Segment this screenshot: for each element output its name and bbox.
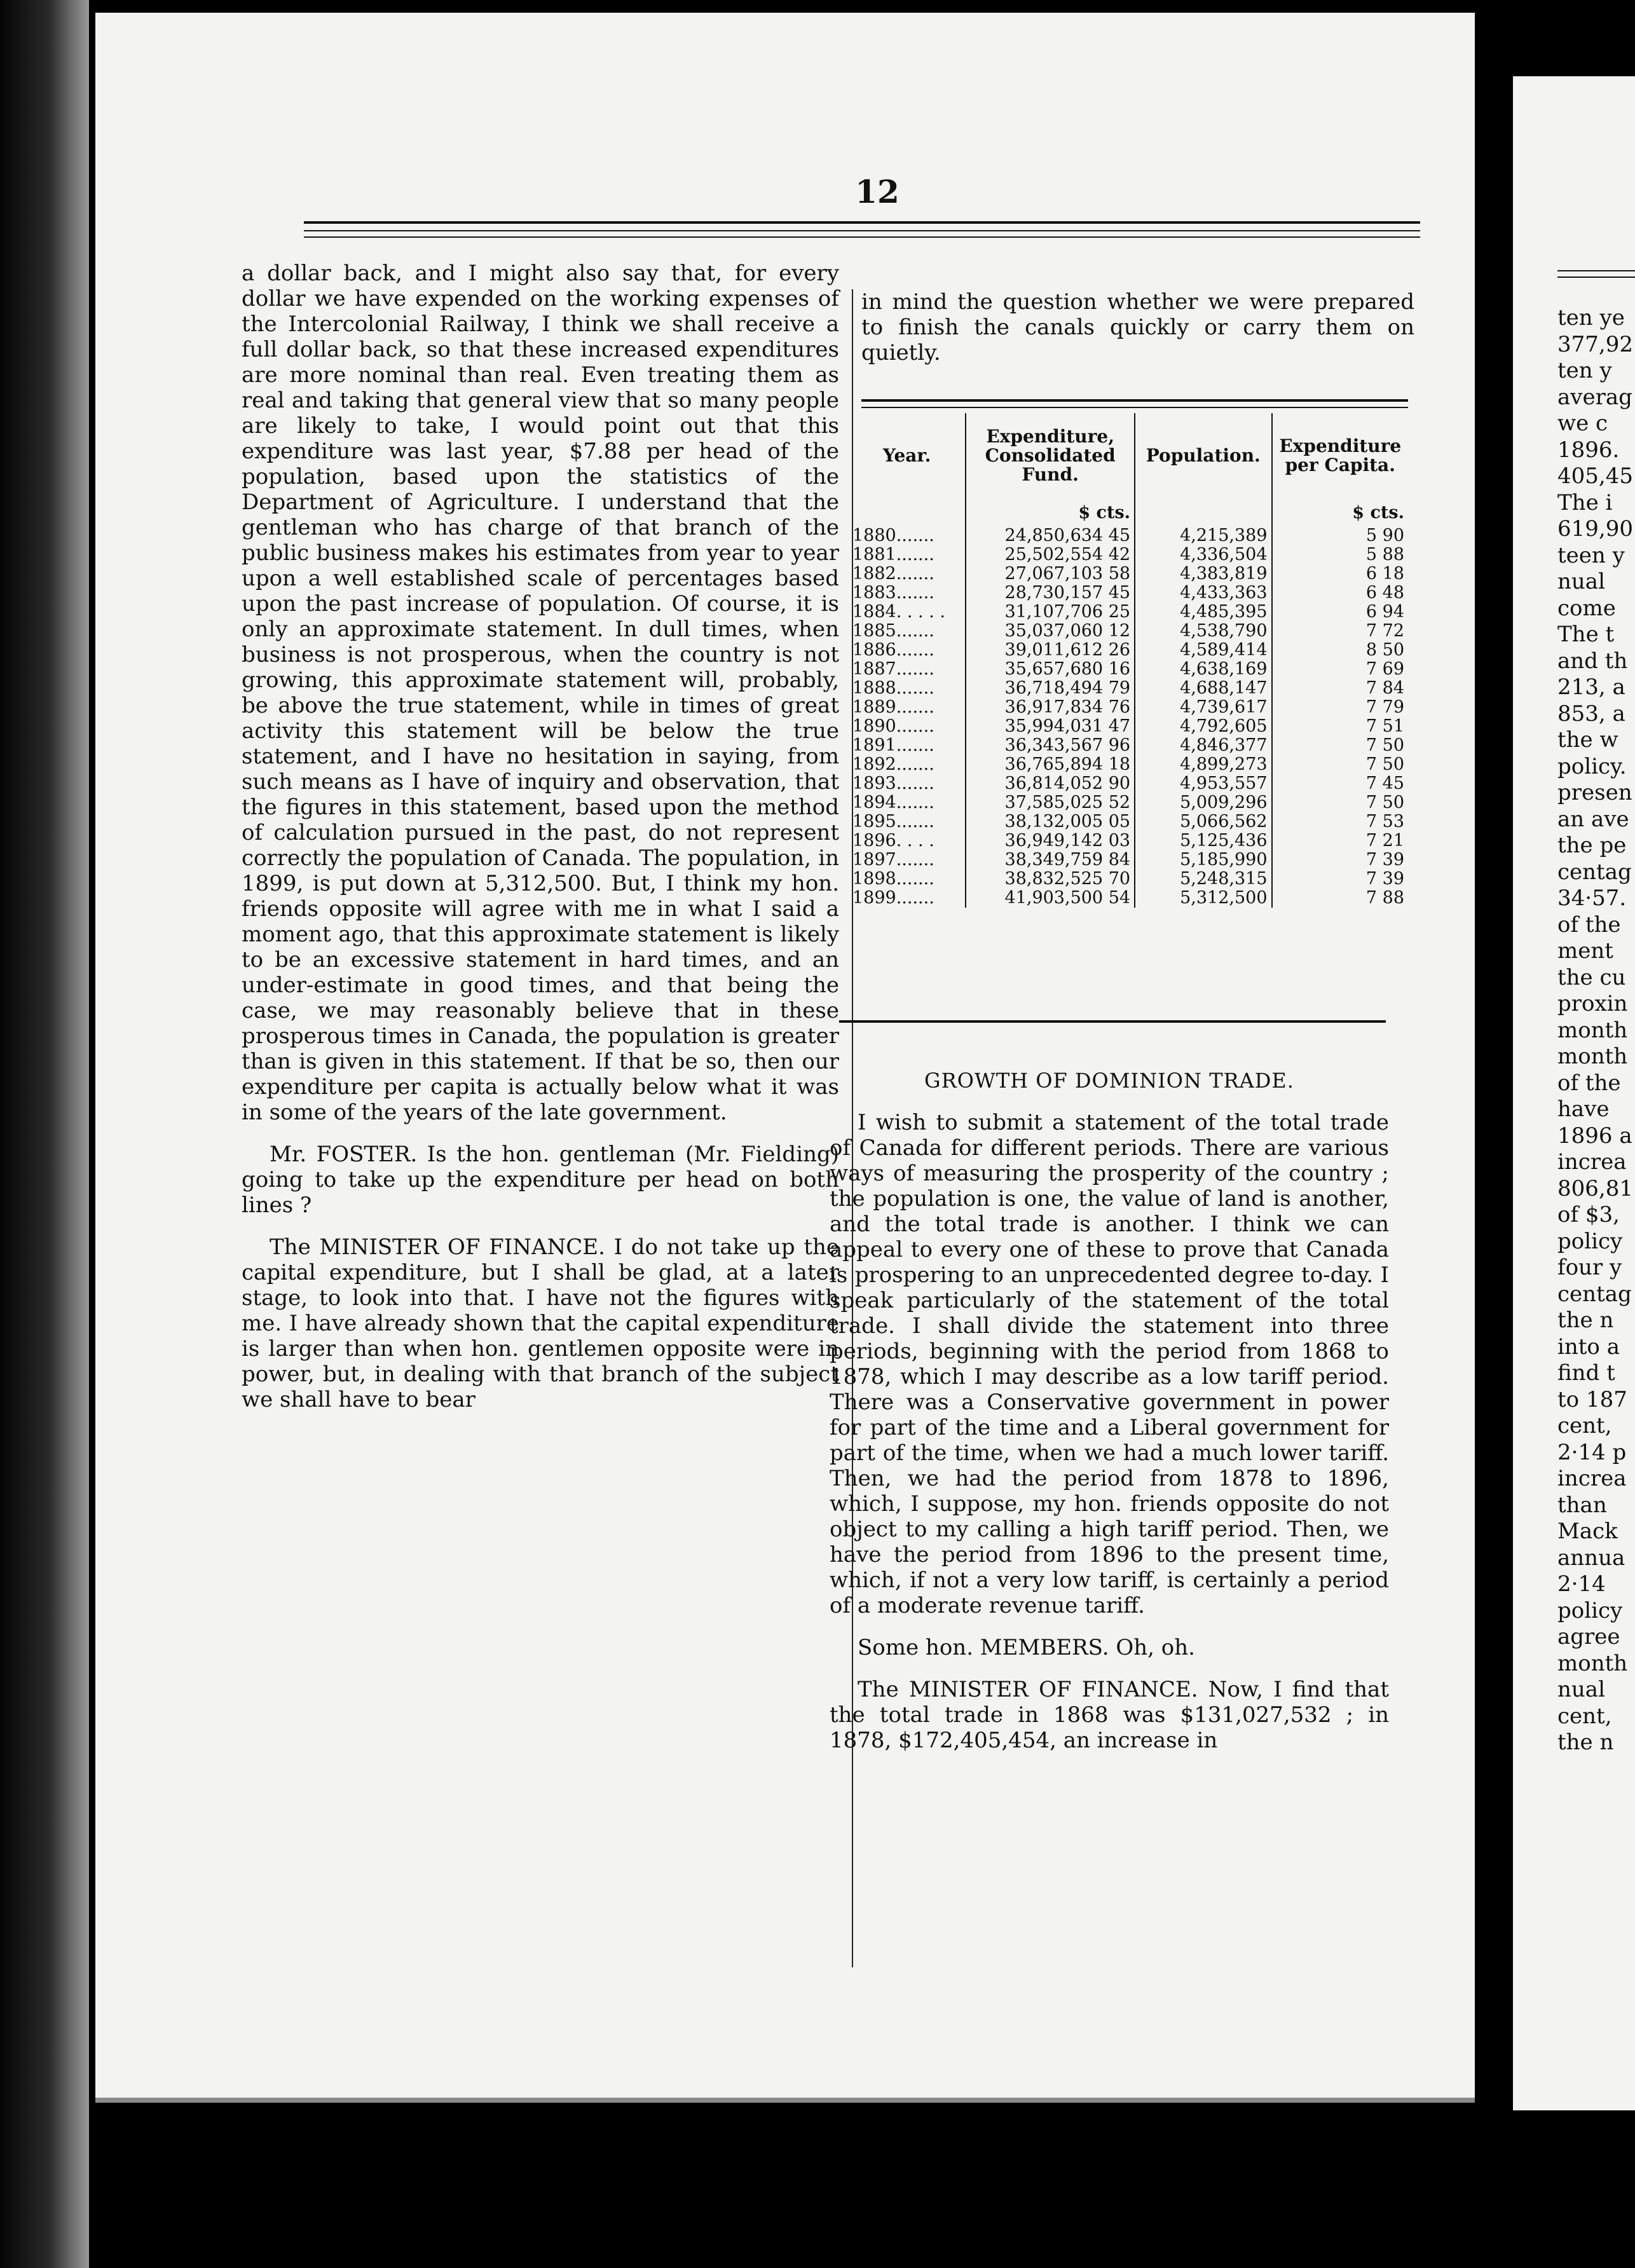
next-page-line: cent, xyxy=(1557,1703,1612,1729)
left-paragraph: Mr. FOSTER. Is the hon. gentleman (Mr. Fielding) going to take up the expenditure per head on both lines ? xyxy=(242,1142,839,1218)
right-paragraph: Some hon. MEMBERS. Oh, oh. xyxy=(858,1635,1195,1660)
next-page-line: of the xyxy=(1557,912,1621,938)
top-rule-thin-2 xyxy=(304,236,1420,238)
next-page-line: come xyxy=(1557,595,1616,621)
population-cell: 5,312,500 xyxy=(1135,889,1271,908)
expenditure-cell: 27,067,103 58 xyxy=(966,564,1135,584)
per-capita-cell: 5 88 xyxy=(1272,545,1408,564)
table-row xyxy=(849,526,1408,545)
expenditure-cell: 36,343,567 96 xyxy=(966,736,1135,755)
year-cell: 1881....... xyxy=(852,545,934,564)
table-row xyxy=(849,564,1408,584)
table-row xyxy=(849,660,1408,679)
table-row xyxy=(849,679,1408,698)
per-capita-cell: 7 53 xyxy=(1272,812,1408,831)
expenditure-cell: 39,011,612 26 xyxy=(966,641,1135,660)
population-cell: 4,383,819 xyxy=(1135,564,1271,584)
top-rule-thin xyxy=(304,230,1420,231)
next-page-line: centag xyxy=(1557,1281,1632,1307)
next-page-line: the w xyxy=(1557,727,1618,753)
next-page-line: of the xyxy=(1557,1070,1621,1096)
table-row xyxy=(849,755,1408,774)
population-cell: 4,739,617 xyxy=(1135,698,1271,717)
year-cell: 1898....... xyxy=(852,869,934,889)
per-capita-cell: 7 39 xyxy=(1272,850,1408,870)
population-cell: 5,009,296 xyxy=(1135,793,1271,812)
table-top-rule xyxy=(861,399,1408,402)
top-rule xyxy=(304,221,1420,224)
population-cell: 4,485,395 xyxy=(1135,603,1271,622)
population-cell: 5,185,990 xyxy=(1135,850,1271,870)
expenditure-cell: 28,730,157 45 xyxy=(966,584,1135,603)
next-page-line: nual xyxy=(1557,1677,1605,1702)
population-cell: 5,125,436 xyxy=(1135,831,1271,850)
per-capita-cell: 7 21 xyxy=(1272,831,1408,850)
year-cell: 1884. . . . . xyxy=(852,602,945,622)
left-column xyxy=(242,261,839,1429)
next-page-line: policy xyxy=(1557,1597,1623,1623)
units-cell xyxy=(849,495,966,526)
header-per-capita: Expenditure per Capita. xyxy=(1272,413,1408,495)
top-rule-right-2 xyxy=(1557,277,1635,278)
next-page-line: an ave xyxy=(1557,806,1629,832)
year-cell: 1897....... xyxy=(852,850,934,870)
year-cell: 1896. . . . xyxy=(852,831,934,850)
next-page-line: teen y xyxy=(1557,542,1625,568)
next-page-line: annua xyxy=(1557,1545,1625,1571)
population-cell: 4,589,414 xyxy=(1135,641,1271,660)
next-page-line: 34·57. xyxy=(1557,885,1627,911)
per-capita-cell: 8 50 xyxy=(1272,641,1408,660)
year-cell: 1890....... xyxy=(852,716,934,736)
expenditure-cell: 35,994,031 47 xyxy=(966,717,1135,736)
next-page-line: presen xyxy=(1557,780,1632,805)
table-body xyxy=(849,495,1408,908)
table-row xyxy=(849,812,1408,831)
right-paragraph: I wish to submit a statement of the total trade of Canada for different periods. There are various ways of measuring the prosperity of the country ; the population is one, the value of land is another, and the total trade is another. I think we can appeal to every one of these to prove that Canada is prospering to an unprecedented degree to-day. I speak particularly of the statement of the total trade. I shall divide the statement into three periods, beginning with the period from 1868 to 1878, which I may describe as a low tariff period. There was a Conservative government in power for part of the time and a Liberal government for part of the time, when we had a much lower tariff. Then, we had the period from 1878 to 1896, which, I suppose, my hon. friends opposite do not object to my calling a high tariff period. Then, we have the period from 1896 to the present time, which, if not a very low tariff, is certainly a period of a moderate revenue tariff. xyxy=(830,1110,1389,1618)
next-page-line: than xyxy=(1557,1492,1607,1518)
population-cell: 4,215,389 xyxy=(1135,526,1271,545)
units-cell: $ cts. xyxy=(1272,495,1408,526)
next-page-line: 2·14 p xyxy=(1557,1439,1627,1465)
per-capita-cell: 6 94 xyxy=(1272,603,1408,622)
next-page-line: 619,90 xyxy=(1557,516,1633,542)
next-page-line: the pe xyxy=(1557,833,1627,858)
population-cell: 4,638,169 xyxy=(1135,660,1271,679)
next-page-line: month xyxy=(1557,1044,1628,1069)
next-page-line: increa xyxy=(1557,1149,1627,1175)
header-year: Year. xyxy=(882,445,931,466)
expenditure-cell: 38,832,525 70 xyxy=(966,870,1135,889)
per-capita-cell: 7 50 xyxy=(1272,755,1408,774)
per-capita-cell: 7 79 xyxy=(1272,698,1408,717)
next-page-line: 853, a xyxy=(1557,700,1625,727)
header-expenditure: Expenditure, Consolidated Fund. xyxy=(966,413,1135,495)
next-page-line: increa xyxy=(1557,1466,1627,1491)
next-page-line: 1896. xyxy=(1557,437,1620,463)
expenditure-cell: 35,037,060 12 xyxy=(966,622,1135,641)
expenditure-cell: 41,903,500 54 xyxy=(966,889,1135,908)
year-cell: 1892....... xyxy=(852,755,934,774)
table-row xyxy=(849,603,1408,622)
population-cell: 4,336,504 xyxy=(1135,545,1271,564)
top-rule-right xyxy=(1557,270,1635,271)
year-cell: 1895....... xyxy=(852,812,934,831)
right-paragraph: The MINISTER OF FINANCE. Now, I find that the total trade in 1868 was $131,027,532 ; in 1878, $172,405,454, an increase in xyxy=(830,1677,1389,1753)
per-capita-cell: 7 51 xyxy=(1272,717,1408,736)
per-capita-cell: 7 88 xyxy=(1272,889,1408,908)
table-bottom-rule xyxy=(839,1020,1386,1023)
table-row xyxy=(849,641,1408,660)
table-units-row xyxy=(849,495,1408,526)
year-cell: 1887....... xyxy=(852,659,934,679)
table-row xyxy=(849,717,1408,736)
population-cell: 4,688,147 xyxy=(1135,679,1271,698)
table-row xyxy=(849,698,1408,717)
per-capita-cell: 7 72 xyxy=(1272,622,1408,641)
population-cell: 4,846,377 xyxy=(1135,736,1271,755)
year-cell: 1880....... xyxy=(852,526,934,545)
next-page-fragments xyxy=(1557,305,1633,1756)
population-cell: 5,066,562 xyxy=(1135,812,1271,831)
next-page-line: proxin xyxy=(1557,991,1628,1016)
expenditure-cell: 36,765,894 18 xyxy=(966,755,1135,774)
next-page-line: the cu xyxy=(1557,964,1626,990)
next-page-line: 2·14 xyxy=(1557,1571,1606,1597)
population-cell: 4,538,790 xyxy=(1135,622,1271,641)
population-cell: 4,433,363 xyxy=(1135,584,1271,603)
expenditure-cell: 35,657,680 16 xyxy=(966,660,1135,679)
year-cell: 1885....... xyxy=(852,621,934,641)
left-paragraph: The MINISTER OF FINANCE. I do not take up the capital expenditure, but I shall be glad, at a later stage, to look into that. I have not the figures with me. I have already shown that the capital expenditure is larger than when hon. gentlemen opposite were in power, but, in dealing with that branch of the subject we shall have to bear xyxy=(242,1234,839,1412)
population-cell: 4,899,273 xyxy=(1135,755,1271,774)
per-capita-cell: 6 48 xyxy=(1272,584,1408,603)
table-row xyxy=(849,793,1408,812)
adjacent-page xyxy=(1513,76,1635,2110)
table-row xyxy=(849,774,1408,793)
year-cell: 1886....... xyxy=(852,640,934,660)
year-cell: 1882....... xyxy=(852,564,934,584)
table-row xyxy=(849,831,1408,850)
right-intro-paragraph: in mind the question whether we were prepared to finish the canals quickly or carry them on quietly. xyxy=(861,289,1414,365)
table-header-row xyxy=(849,413,1408,495)
next-page-line: ment xyxy=(1557,938,1613,964)
next-page-line: Mack xyxy=(1557,1519,1618,1544)
next-page-line: The t xyxy=(1557,622,1615,647)
next-page-line: find t xyxy=(1557,1360,1615,1386)
year-cell: 1883....... xyxy=(852,583,934,603)
table-row xyxy=(849,870,1408,889)
next-page-line: policy xyxy=(1557,1228,1623,1254)
next-page-line: ten y xyxy=(1557,358,1612,383)
next-page-line: and th xyxy=(1557,648,1628,674)
expenditure-cell: 36,718,494 79 xyxy=(966,679,1135,698)
next-page-line: policy. xyxy=(1557,753,1627,779)
population-cell: 4,792,605 xyxy=(1135,717,1271,736)
per-capita-cell: 7 39 xyxy=(1272,870,1408,889)
population-cell: 4,953,557 xyxy=(1135,774,1271,793)
next-page-line: month xyxy=(1557,1650,1628,1676)
left-paragraph: a dollar back, and I might also say that, for every dollar we have expended on the working expenses of the Intercolonial Railway, I think we shall receive a full dollar back, so that these increased expenditures are more nominal than real. Even treating them as real and taking that general view that so many people are likely to take, I would point out that this expenditure was last year, $7.88 per head of the population, based upon the statistics of the Department of Agriculture. I understand that the gentleman who has charge of that branch of the public business makes his estimates from year to year upon a well established scale of percentages based upon the past increase of population. Of course, it is only an approximate statement. In dull times, when business is not prosperous, when the country is not growing, this approximate statement will, probably, be above the true statement, while in times of great activity this statement will be below the true statement, and I have no hesitation in saying, from such means as I have of inquiry and observation, that the figures in this statement, based upon the method of calculation pursued in the past, do not represent correctly the population of Canada. The population, in 1899, is put down at 5,312,500. But, I think my hon. friends opposite will agree with me in what I said a moment ago, that this approximate statement is likely to be an excessive statement in hard times, and an under-estimate in good times, and that being the case, we may reasonably believe that in these prosperous times in Canada, the population is greater than is given in this statement. If that be so, then our expenditure per capita is actually below what it was in some of the years of the late government. xyxy=(242,261,839,1125)
next-page-line: 213, a xyxy=(1557,674,1625,700)
expenditure-cell: 36,917,834 76 xyxy=(966,698,1135,717)
year-cell: 1889....... xyxy=(852,697,934,717)
binding-shadow xyxy=(0,0,89,2268)
next-page-line: centag xyxy=(1557,859,1632,885)
table-row xyxy=(849,736,1408,755)
year-cell: 1891....... xyxy=(852,735,934,755)
year-cell: 1894....... xyxy=(852,793,934,812)
next-page-line: the n xyxy=(1557,1308,1614,1333)
next-page-line: to 187 xyxy=(1557,1386,1627,1412)
table-top-rule-thin xyxy=(861,407,1408,408)
table-row xyxy=(849,622,1408,641)
expenditure-cell: 31,107,706 25 xyxy=(966,603,1135,622)
per-capita-cell: 7 69 xyxy=(1272,660,1408,679)
expenditure-cell: 36,814,052 90 xyxy=(966,774,1135,793)
year-cell: 1899....... xyxy=(852,888,934,908)
per-capita-cell: 7 84 xyxy=(1272,679,1408,698)
expenditure-cell: 25,502,554 42 xyxy=(966,545,1135,564)
next-page-line: 405,45 xyxy=(1557,463,1633,489)
right-column xyxy=(830,1068,1389,1770)
next-page-line: ten ye xyxy=(1557,305,1625,331)
table-row xyxy=(849,584,1408,603)
per-capita-cell: 7 50 xyxy=(1272,736,1408,755)
next-page-line: 377,92 xyxy=(1557,331,1633,357)
population-cell: 5,248,315 xyxy=(1135,870,1271,889)
next-page-line: agree xyxy=(1557,1624,1620,1650)
page-number: 12 xyxy=(855,173,900,210)
next-page-line: The i xyxy=(1557,489,1613,516)
next-page-line: month xyxy=(1557,1017,1628,1043)
per-capita-cell: 5 90 xyxy=(1272,526,1408,545)
expenditure-cell: 38,132,005 05 xyxy=(966,812,1135,831)
per-capita-cell: 7 50 xyxy=(1272,793,1408,812)
year-cell: 1893....... xyxy=(852,774,934,793)
next-page-line: cent, xyxy=(1557,1413,1612,1438)
next-page-line: we c xyxy=(1557,411,1608,436)
next-page-line: nual xyxy=(1557,569,1605,594)
expenditure-table xyxy=(849,413,1408,908)
expenditure-cell: 37,585,025 52 xyxy=(966,793,1135,812)
right-column-intro xyxy=(861,289,1414,382)
table-row xyxy=(849,889,1408,908)
next-page-line: 806,81 xyxy=(1557,1175,1633,1201)
next-page-line: into a xyxy=(1557,1334,1620,1360)
next-page-line: the n xyxy=(1557,1730,1614,1755)
expenditure-cell: 24,850,634 45 xyxy=(966,526,1135,545)
units-cell: $ cts. xyxy=(966,495,1135,526)
next-page-line: 1896 a xyxy=(1557,1123,1632,1149)
table-row xyxy=(849,850,1408,870)
next-page-line: four y xyxy=(1557,1255,1622,1280)
per-capita-cell: 6 18 xyxy=(1272,564,1408,584)
next-page-line: averag xyxy=(1557,384,1632,410)
units-cell xyxy=(1135,495,1271,526)
next-page-line: have xyxy=(1557,1096,1610,1122)
page-edge xyxy=(95,2098,1475,2103)
expenditure-cell: 38,349,759 84 xyxy=(966,850,1135,870)
year-cell: 1888....... xyxy=(852,678,934,698)
header-population: Population. xyxy=(1135,413,1271,495)
next-page-line: of $3, xyxy=(1557,1202,1620,1227)
expenditure-cell: 36,949,142 03 xyxy=(966,831,1135,850)
trade-heading: GROWTH OF DOMINION TRADE. xyxy=(924,1069,1294,1093)
table-row xyxy=(849,545,1408,564)
per-capita-cell: 7 45 xyxy=(1272,774,1408,793)
